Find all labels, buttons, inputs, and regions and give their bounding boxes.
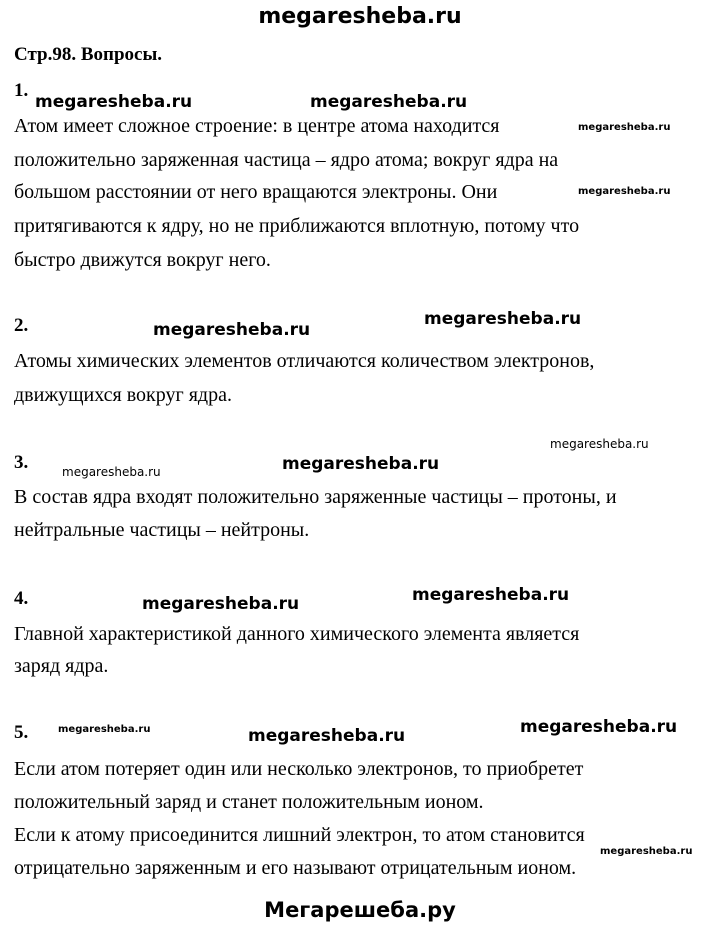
- watermark: megaresheba.ru: [62, 465, 161, 479]
- watermark: megaresheba.ru: [424, 309, 582, 329]
- question-1-line-5: быстро движутся вокруг него.: [14, 249, 271, 271]
- watermark: megaresheba.ru: [58, 724, 151, 735]
- page-heading: Стр.98. Вопросы.: [14, 44, 163, 65]
- watermark: megaresheba.ru: [550, 437, 649, 451]
- question-5-line-3: Если к атому присоединится лишний электрон, то атом становится: [14, 824, 585, 846]
- watermark: megaresheba.ru: [578, 186, 671, 197]
- question-5-line-2: положительный заряд и станет положительным ионом.: [14, 791, 484, 813]
- question-2-number: 2.: [14, 315, 29, 336]
- question-3-line-1: В состав ядра входят положительно заряженные частицы – протоны, и: [14, 486, 617, 508]
- watermark: megaresheba.ru: [600, 846, 693, 857]
- question-1-number: 1.: [14, 80, 29, 101]
- watermark: megaresheba.ru: [142, 594, 300, 614]
- question-3-line-2: нейтральные частицы – нейтроны.: [14, 519, 310, 541]
- site-header-title: megaresheba.ru: [258, 4, 462, 29]
- site-footer-title: Мегарешеба.ру: [264, 898, 456, 922]
- watermark: megaresheba.ru: [153, 320, 311, 340]
- question-1-line-3: большом расстоянии от него вращаются электроны. Они: [14, 181, 498, 203]
- question-2-line-1: Атомы химических элементов отличаются количеством электронов,: [14, 350, 595, 372]
- watermark: megaresheba.ru: [310, 92, 468, 112]
- question-4-number: 4.: [14, 588, 29, 609]
- question-5-line-4: отрицательно заряженным и его называют отрицательным ионом.: [14, 857, 577, 879]
- watermark: megaresheba.ru: [35, 92, 193, 112]
- watermark: megaresheba.ru: [248, 726, 406, 746]
- question-3-number: 3.: [14, 452, 29, 473]
- watermark: megaresheba.ru: [282, 454, 440, 474]
- watermark: megaresheba.ru: [520, 717, 678, 737]
- question-1-line-4: притягиваются к ядру, но не приближаются вплотную, потому что: [14, 215, 580, 237]
- question-4-line-1: Главной характеристикой данного химического элемента является: [14, 623, 580, 645]
- question-4-line-2: заряд ядра.: [14, 655, 109, 677]
- question-2-line-2: движущихся вокруг ядра.: [14, 384, 232, 406]
- watermark: megaresheba.ru: [412, 585, 570, 605]
- question-1-line-2: положительно заряженная частица – ядро атома; вокруг ядра на: [14, 149, 559, 171]
- watermark: megaresheba.ru: [578, 122, 671, 133]
- question-5-number: 5.: [14, 722, 29, 743]
- question-1-line-1: Атом имеет сложное строение: в центре атома находится: [14, 115, 500, 137]
- question-5-line-1: Если атом потеряет один или несколько электронов, то приобретет: [14, 758, 584, 780]
